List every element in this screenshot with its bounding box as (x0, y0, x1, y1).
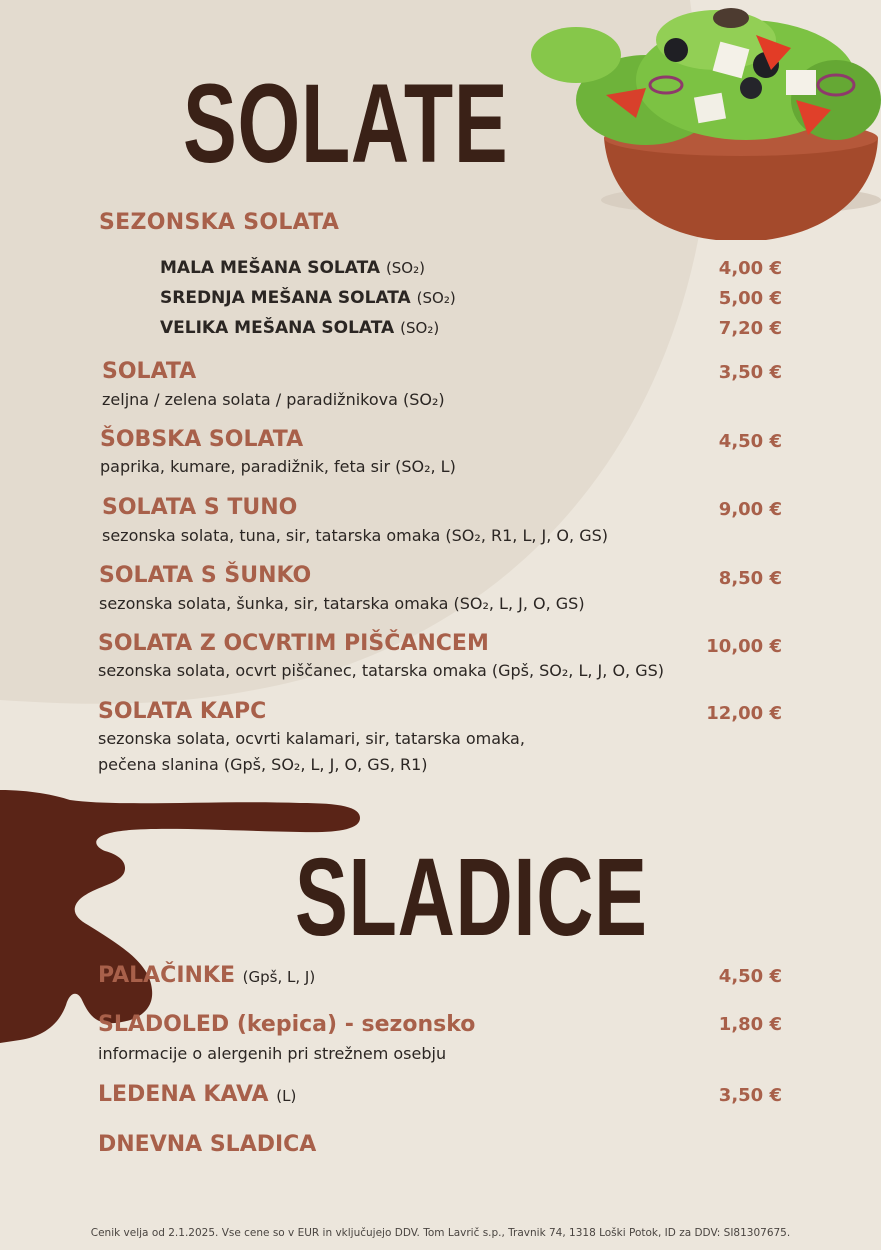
menu-item-dnevna-sladica: DNEVNA SLADICA (98, 1132, 317, 1157)
sezonska-solata-heading: SEZONSKA SOLATA (99, 210, 340, 235)
desc-sladoled: informacije o alergenih pri strežnem osebju (98, 1044, 447, 1063)
price-sunko: 8,50 € (718, 568, 782, 589)
price-solata: 3,50 € (718, 362, 782, 383)
price-palacinke: 4,50 € (718, 966, 782, 987)
price-srednja: 5,00 € (718, 288, 782, 309)
menu-item-palacinke: PALAČINKE (Gpš, L, J) (98, 963, 316, 988)
desc-sobska: paprika, kumare, paradižnik, feta sir (SO₂, L) (100, 457, 456, 476)
salad-bowl-image (516, 0, 881, 250)
menu-item-mala: MALA MEŠANA SOLATA (SO₂) (160, 258, 425, 278)
price-sobska: 4,50 € (718, 431, 782, 452)
menu-item-sunko: SOLATA S ŠUNKO (99, 563, 312, 588)
menu-item-sladoled: SLADOLED (kepica) - sezonsko (98, 1012, 476, 1037)
price-piscancem: 10,00 € (706, 636, 782, 657)
menu-item-srednja: SREDNJA MEŠANA SOLATA (SO₂) (160, 288, 456, 308)
price-ledena-kava: 3,50 € (718, 1085, 782, 1106)
price-kapc: 12,00 € (706, 703, 782, 724)
menu-item-piscancem: SOLATA Z OCVRTIM PIŠČANCEM (98, 631, 489, 656)
desc-solata: zeljna / zelena solata / paradižnikova (SO₂) (102, 390, 445, 409)
menu-item-velika: VELIKA MEŠANA SOLATA (SO₂) (160, 318, 440, 338)
price-mala: 4,00 € (718, 258, 782, 279)
price-velika: 7,20 € (718, 318, 782, 339)
footer-note: Cenik velja od 2.1.2025. Vse cene so v EUR in vključujejo DDV. Tom Lavrič s.p., Travnik 74, 1318 Loški Potok, ID za DDV: SI81307675. (90, 1227, 791, 1239)
desserts-title: SLADICE (295, 836, 648, 959)
price-sladoled: 1,80 € (718, 1014, 782, 1035)
desc-piscancem: sezonska solata, ocvrt piščanec, tatarska omaka (Gpš, SO₂, L, J, O, GS) (98, 661, 665, 680)
menu-item-sobska: ŠOBSKA SOLATA (100, 427, 304, 452)
salads-title: SOLATE (183, 61, 509, 186)
menu-item-kapc: SOLATA KAPC (98, 699, 267, 724)
menu-item-tuno: SOLATA S TUNO (102, 495, 298, 520)
desc-kapc: sezonska solata, ocvrti kalamari, sir, tatarska omaka, pečena slanina (Gpš, SO₂, L, J, O, GS, R1) (98, 729, 525, 774)
price-tuno: 9,00 € (718, 499, 782, 520)
menu-item-ledena-kava: LEDENA KAVA (L) (98, 1082, 297, 1107)
menu-item-solata: SOLATA (102, 359, 197, 384)
desc-tuno: sezonska solata, tuna, sir, tatarska omaka (SO₂, R1, L, J, O, GS) (102, 526, 608, 545)
desc-sunko: sezonska solata, šunka, sir, tatarska omaka (SO₂, L, J, O, GS) (99, 594, 585, 613)
